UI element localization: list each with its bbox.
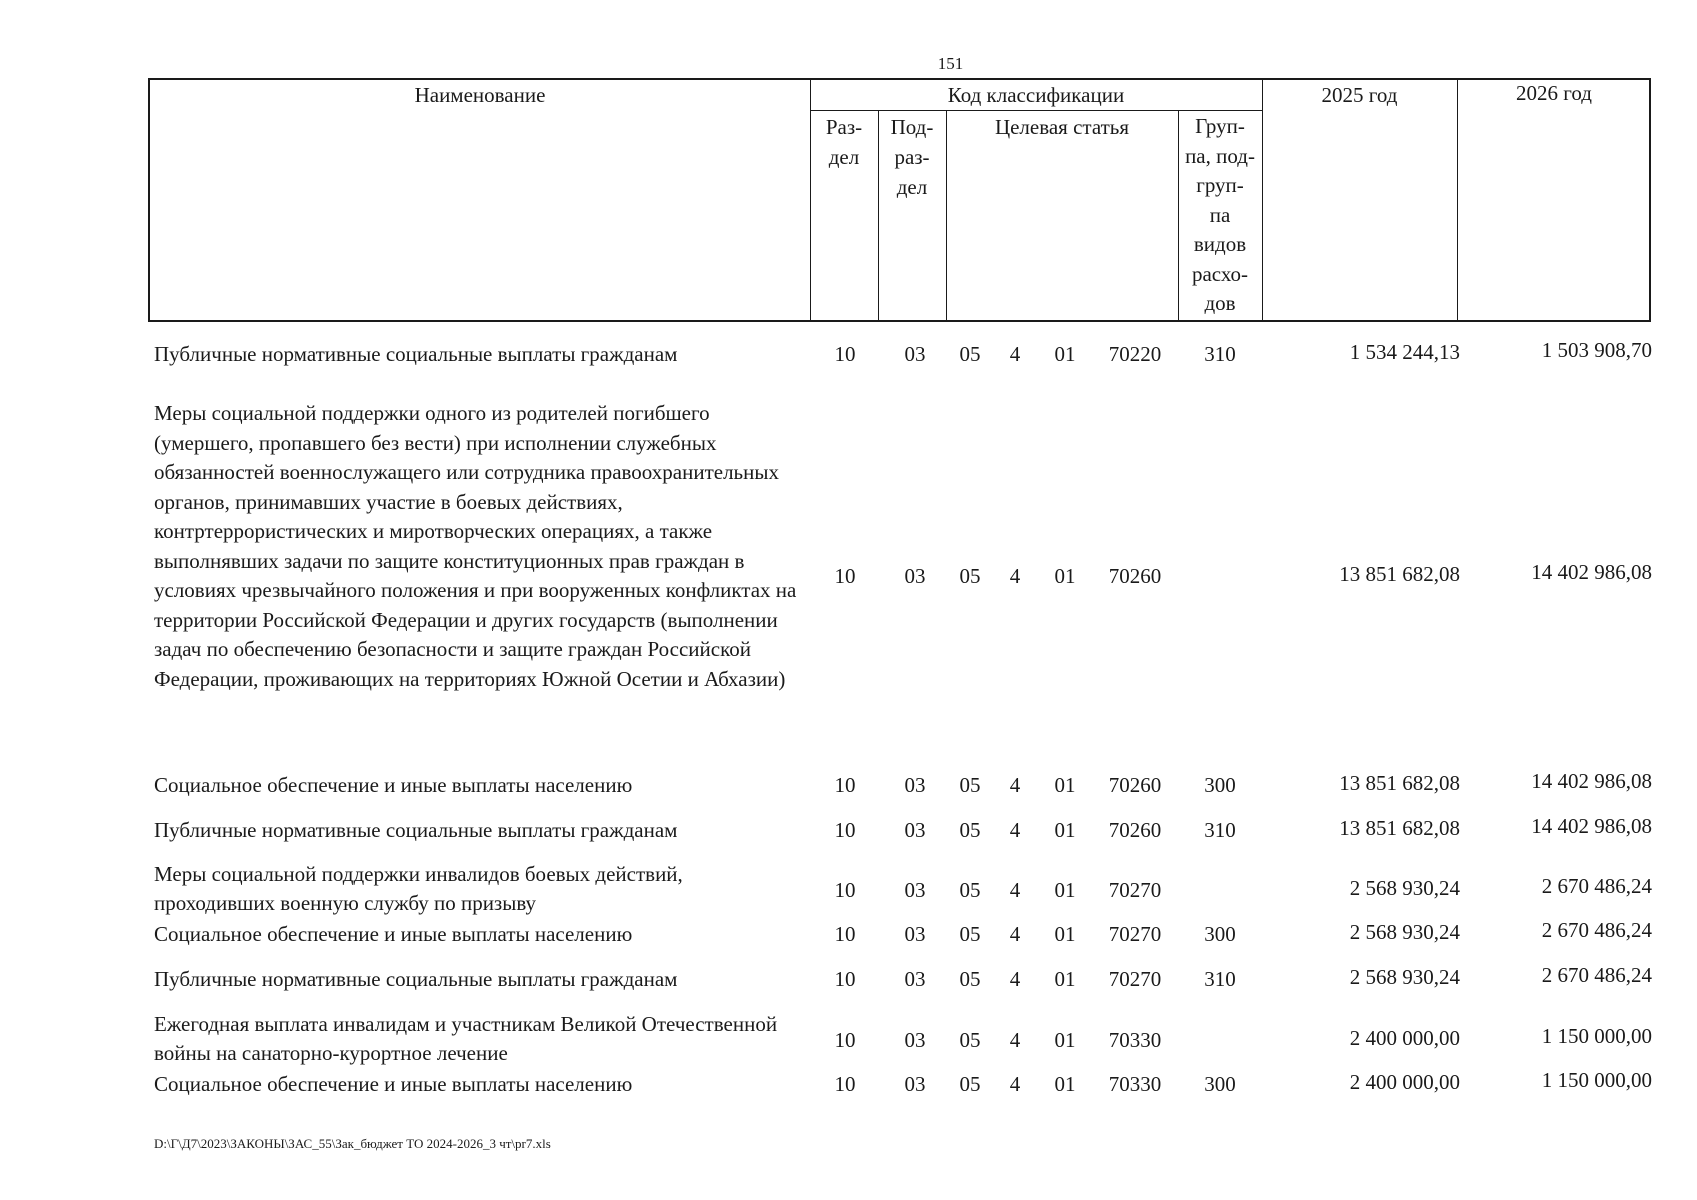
row-razdel: 10 bbox=[834, 818, 856, 842]
row-target-1: 05 bbox=[959, 967, 981, 991]
header-divider bbox=[1262, 78, 1263, 322]
row-podrazdel: 03 bbox=[904, 967, 926, 991]
row-2026: 2 670 486,24 bbox=[1541, 918, 1652, 942]
row-2025: 2 568 930,24 bbox=[1349, 876, 1460, 900]
row-2025: 2 568 930,24 bbox=[1349, 920, 1460, 944]
row-target-3: 01 bbox=[1054, 1072, 1076, 1096]
row-target-2: 4 bbox=[1009, 1072, 1021, 1096]
row-target-2: 4 bbox=[1009, 818, 1021, 842]
row-2026: 1 150 000,00 bbox=[1541, 1068, 1652, 1092]
row-name: Социальное обеспечение и иные выплаты населению bbox=[154, 1072, 633, 1096]
row-target-3: 01 bbox=[1054, 818, 1076, 842]
row-target-3: 01 bbox=[1054, 878, 1076, 902]
row-target-3: 01 bbox=[1054, 1028, 1076, 1052]
row-target-3: 01 bbox=[1054, 922, 1076, 946]
row-target-4: 70220 bbox=[1108, 342, 1162, 366]
row-razdel: 10 bbox=[834, 1072, 856, 1096]
header-celevaya: Целевая статья bbox=[994, 115, 1130, 139]
row-2025: 1 534 244,13 bbox=[1349, 340, 1460, 364]
row-target-1: 05 bbox=[959, 922, 981, 946]
row-target-2: 4 bbox=[1009, 922, 1021, 946]
row-2025: 2 400 000,00 bbox=[1349, 1026, 1460, 1050]
row-2026: 1 503 908,70 bbox=[1541, 338, 1652, 362]
row-target-3: 01 bbox=[1054, 342, 1076, 366]
row-name: Публичные нормативные социальные выплаты гражданам bbox=[154, 342, 678, 366]
header-gruppa: Груп- па, под- груп- па видов расхо- дов bbox=[1185, 114, 1255, 315]
row-target-1: 05 bbox=[959, 1028, 981, 1052]
header-podrazdel: Под- раз- дел bbox=[890, 115, 934, 199]
row-target-2: 4 bbox=[1009, 1028, 1021, 1052]
row-group: 310 bbox=[1204, 818, 1236, 842]
row-razdel: 10 bbox=[834, 342, 856, 366]
row-group: 300 bbox=[1204, 1072, 1236, 1096]
row-podrazdel: 03 bbox=[904, 878, 926, 902]
row-group: 310 bbox=[1204, 342, 1236, 366]
row-podrazdel: 03 bbox=[904, 342, 926, 366]
row-target-4: 70260 bbox=[1108, 773, 1162, 797]
row-target-1: 05 bbox=[959, 342, 981, 366]
row-target-2: 4 bbox=[1009, 967, 1021, 991]
row-target-2: 4 bbox=[1009, 878, 1021, 902]
header-code: Код классификации bbox=[947, 83, 1125, 107]
row-target-4: 70270 bbox=[1108, 967, 1162, 991]
row-target-2: 4 bbox=[1009, 342, 1021, 366]
row-target-1: 05 bbox=[959, 1072, 981, 1096]
row-podrazdel: 03 bbox=[904, 922, 926, 946]
row-razdel: 10 bbox=[834, 773, 856, 797]
row-target-2: 4 bbox=[1009, 564, 1021, 588]
row-razdel: 10 bbox=[834, 1028, 856, 1052]
header-razdel: Раз- дел bbox=[825, 115, 863, 169]
header-divider bbox=[810, 110, 1262, 111]
row-name: Публичные нормативные социальные выплаты гражданам bbox=[154, 818, 678, 842]
row-target-4: 70270 bbox=[1108, 922, 1162, 946]
row-podrazdel: 03 bbox=[904, 564, 926, 588]
row-target-4: 70260 bbox=[1108, 564, 1162, 588]
row-target-1: 05 bbox=[959, 818, 981, 842]
row-group: 310 bbox=[1204, 967, 1236, 991]
row-target-1: 05 bbox=[959, 773, 981, 797]
row-podrazdel: 03 bbox=[904, 1072, 926, 1096]
header-name: Наименование bbox=[414, 83, 546, 107]
row-2026: 14 402 986,08 bbox=[1531, 814, 1652, 838]
row-group: 300 bbox=[1204, 773, 1236, 797]
row-target-1: 05 bbox=[959, 564, 981, 588]
row-2025: 13 851 682,08 bbox=[1339, 562, 1460, 586]
row-2025: 2 400 000,00 bbox=[1349, 1070, 1460, 1094]
header-2026: 2026 год bbox=[1516, 81, 1592, 105]
row-2026: 2 670 486,24 bbox=[1541, 874, 1652, 898]
row-target-4: 70270 bbox=[1108, 878, 1162, 902]
row-2026: 14 402 986,08 bbox=[1531, 769, 1652, 793]
row-2025: 2 568 930,24 bbox=[1349, 965, 1460, 989]
row-target-4: 70330 bbox=[1108, 1028, 1162, 1052]
row-name: Меры социальной поддержки инвалидов боевых действий, проходивших военную службу по призыву bbox=[154, 862, 683, 915]
row-target-4: 70260 bbox=[1108, 818, 1162, 842]
row-podrazdel: 03 bbox=[904, 773, 926, 797]
row-target-4: 70330 bbox=[1108, 1072, 1162, 1096]
row-target-3: 01 bbox=[1054, 564, 1076, 588]
row-target-3: 01 bbox=[1054, 967, 1076, 991]
row-name: Социальное обеспечение и иные выплаты населению bbox=[154, 773, 633, 797]
row-razdel: 10 bbox=[834, 564, 856, 588]
row-name: Меры социальной поддержки одного из родителей погибшего (умершего, пропавшего без вести) при исполнении служебных обязанностей военнослужащего или сотрудника правоохранительных органов, принимавших участие в боевых действиях, контртеррористических и миротворческих операциях, а также выполнявших задачи по защите конституционных прав граждан в условиях чрезвычайного положения и при вооруженных конфликтах на территории Российской Федерации и других государств (выполнении задач по обеспечению безопасности и защите граждан Российской Федерации, проживающих на территориях Южной Осетии и Абхазии) bbox=[154, 401, 797, 691]
row-target-1: 05 bbox=[959, 878, 981, 902]
row-name: Социальное обеспечение и иные выплаты населению bbox=[154, 922, 633, 946]
row-razdel: 10 bbox=[834, 878, 856, 902]
row-2026: 2 670 486,24 bbox=[1541, 963, 1652, 987]
row-name: Публичные нормативные социальные выплаты гражданам bbox=[154, 967, 678, 991]
row-razdel: 10 bbox=[834, 967, 856, 991]
row-podrazdel: 03 bbox=[904, 1028, 926, 1052]
row-target-2: 4 bbox=[1009, 773, 1021, 797]
row-name: Ежегодная выплата инвалидам и участникам Великой Отечественной войны на санаторно-курортное лечение bbox=[154, 1012, 778, 1065]
row-target-3: 01 bbox=[1054, 773, 1076, 797]
row-2025: 13 851 682,08 bbox=[1339, 771, 1460, 795]
row-podrazdel: 03 bbox=[904, 818, 926, 842]
row-group: 300 bbox=[1204, 922, 1236, 946]
row-razdel: 10 bbox=[834, 922, 856, 946]
header-2025: 2025 год bbox=[1321, 83, 1398, 107]
row-2025: 13 851 682,08 bbox=[1339, 816, 1460, 840]
header-divider bbox=[1457, 78, 1458, 322]
row-2026: 14 402 986,08 bbox=[1531, 560, 1652, 584]
row-2026: 1 150 000,00 bbox=[1541, 1024, 1652, 1048]
page-number: 151 bbox=[937, 54, 964, 73]
file-path-footer: D:\Г\Д7\2023\ЗАКОНЫ\ЗАС_55\Зак_бюджет ТО 2024-2026_3 чт\pr7.xls bbox=[154, 1136, 551, 1151]
